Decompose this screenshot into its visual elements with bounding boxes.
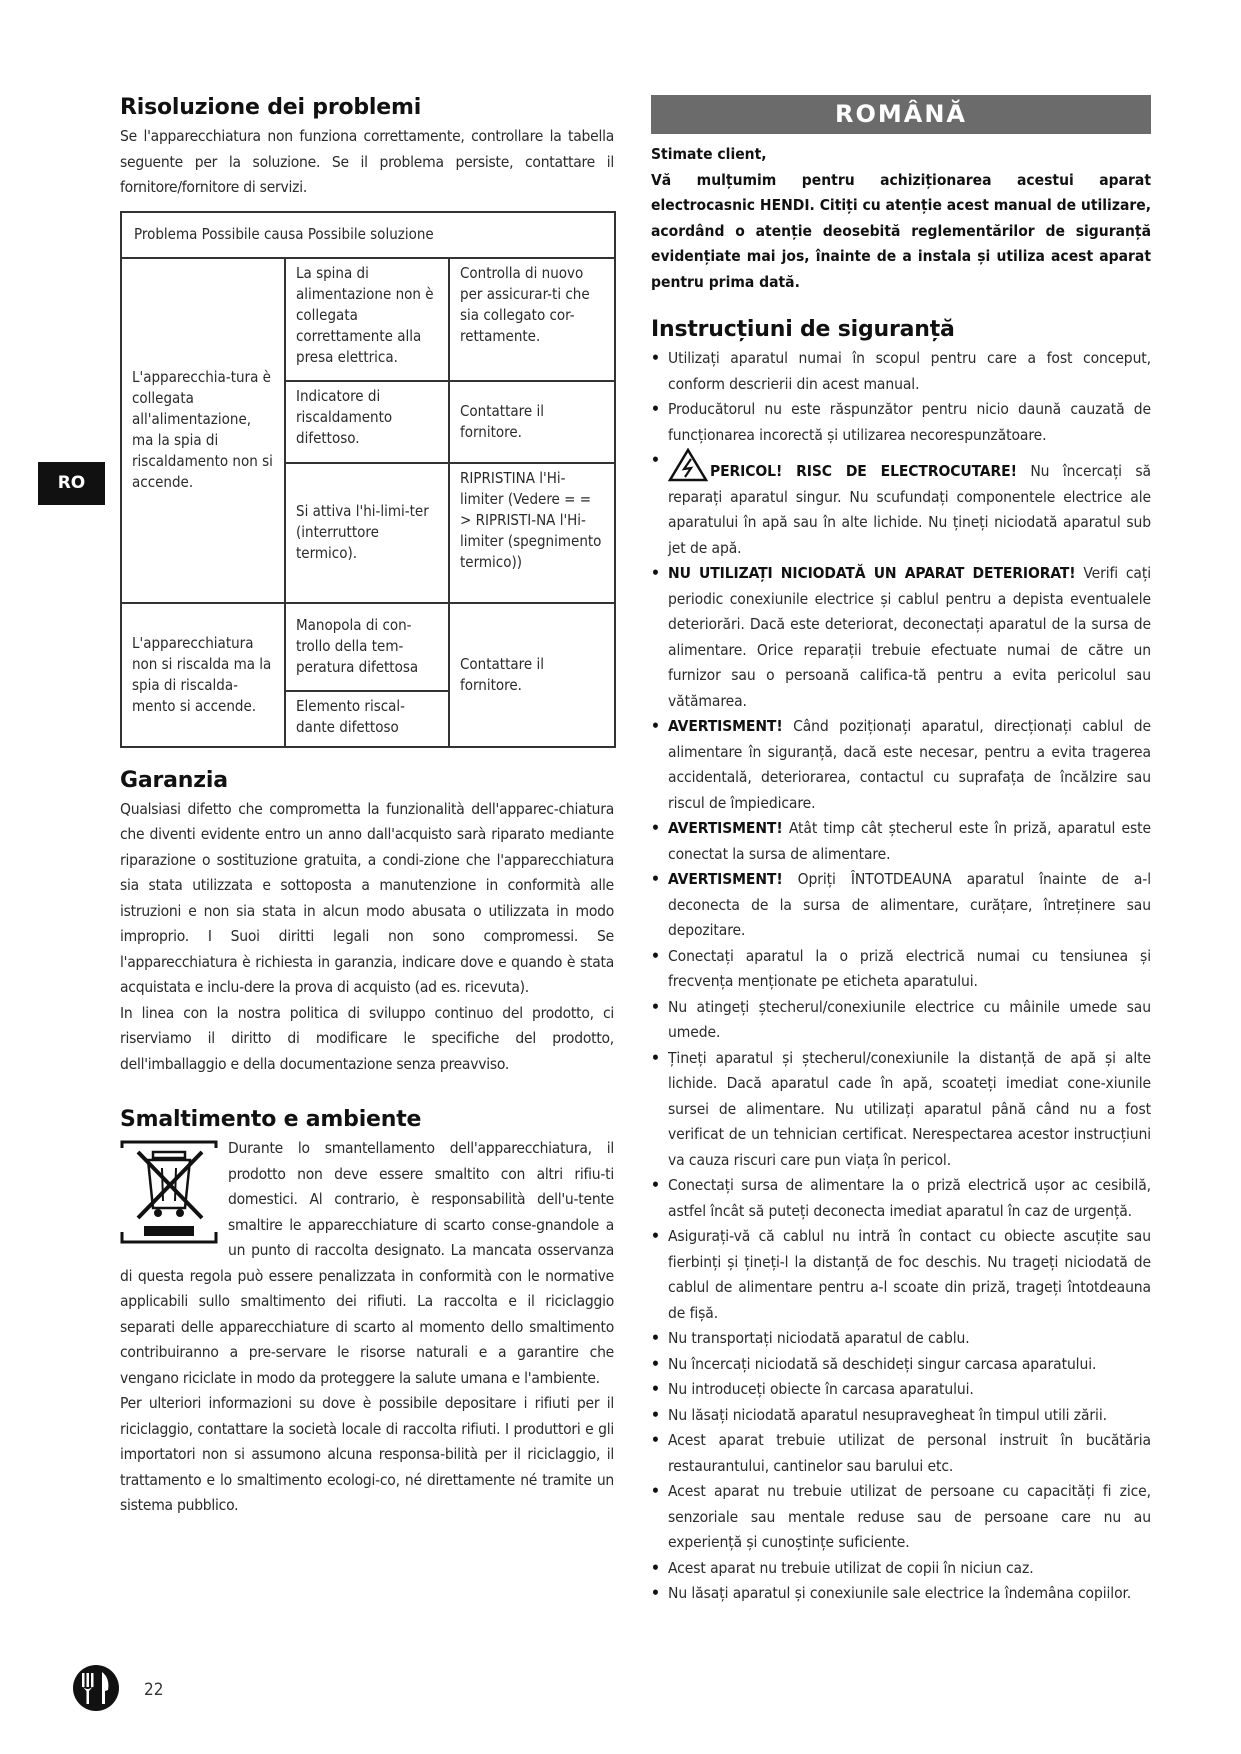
electric-warning-icon: [668, 448, 708, 482]
item-bold: AVERTISMENT!: [668, 870, 783, 888]
solution-cell: Controlla di nuovo per assicurar-ti che sia collegato cor-rettamente.: [449, 258, 615, 381]
language-header: ROMÂNĂ: [651, 95, 1151, 134]
crossed-out-bin-icon: [120, 1138, 218, 1250]
item-text: Nu lăsați aparatul și conexiunile sale electrice la îndemâna copiilor.: [668, 1584, 1132, 1602]
intro-text: Vă mulțumim pentru achiziționarea acestui aparat electrocasnic HENDI. Citiți cu atenție acest manual de utilizare, acordând o atenție deosebită reglementărilor de siguranță evidențiate mai jos, înainte de a instala și utiliza acest aparat pentru prima dată.: [651, 170, 1151, 291]
warranty-text: Qualsiasi difetto che comprometta la funzionalità dell'apparec-chiatura che diventi evidente entro un anno dall'acquisto sarà riparato mediante riparazione o sostituzione gratuita, a condi-zione che l'apparecchiatura sia stata utilizzata e sottoposta a manutenzione in conformità alle istruzioni e non sia stata in alcun modo abusata o utilizzata in modo improprio. I Suoi diritti legali non sono compromessi. Se l'apparecchiatura è richiesta in garanzia, indicare dove e quando è stata acquistata e inclu-dere la prova di acquisto (ad es. ricevuta).: [120, 799, 614, 996]
item-text: Conectați sursa de alimentare la o priză electrică ușor ac cesibilă, astfel încât să puteți deconecta imediat aparatul în caz de urgență.: [668, 1176, 1151, 1220]
solution-cell: Contattare il fornitore.: [449, 603, 615, 747]
item-text: Nu atingeți ștecherul/conexiunile electrice cu mâinile umede sau umede.: [668, 997, 1151, 1041]
item-text: Opriți ÎNTOTDEAUNA aparatul înainte de a-l deconecta de la sursa de alimentare, curățare, întreținere sau depozitare.: [668, 870, 1151, 939]
item-text: Asigurați-vă că cablul nu intră în contact cu obiecte ascuțite sau fierbinți și țineți-l la distanță de foc deschis. Nu trageți niciodată de cablul de alimentare pentru a-l scoate din priză, trageți întotdeauna de fișă.: [668, 1227, 1151, 1322]
list-item: [651, 1428, 1151, 1479]
list-item: [651, 1224, 1151, 1326]
list-item: [651, 1479, 1151, 1556]
safety-list: [651, 346, 1151, 1607]
item-text: Utilizați aparatul numai în scopul pentru care a fost conceput, conform descrierii din acest manual.: [668, 349, 1151, 393]
list-item: [651, 714, 1151, 816]
language-side-tab: RO: [38, 462, 105, 505]
cause-cell: Manopola di con-trollo della tem-peratura difettosa: [285, 603, 449, 691]
item-text: Verifi cați periodic conexiunile electrice și cablul pentru a depista eventualele deteriorări. Dacă este deteriorat, deconectați aparatul de la sursa de alimentare. Orice reparații trebuie efectuate numai de către un furnizor sau o persoană califica-tă pentru a evita pericolul sau vătămarea.: [668, 564, 1151, 710]
list-item: [651, 1403, 1151, 1429]
item-text: Când poziționați aparatul, direcționați cablul de alimentare în siguranță, dacă este necesar, pentru a evita tragerea accidentală, deteriorarea, contactul cu suprafața de încălzire sau riscul de împiedicare.: [668, 717, 1151, 812]
list-item: [651, 561, 1151, 714]
list-item: [651, 1352, 1151, 1378]
warranty-title: Garanzia: [120, 767, 228, 793]
troubleshooting-table: [120, 211, 616, 748]
item-bold: AVERTISMENT!: [668, 717, 783, 735]
item-text: Acest aparat trebuie utilizat de personal instruit în bucătăria restaurantului, cantinelor sau barului etc.: [668, 1431, 1151, 1475]
troubleshooting-intro: Se l'apparecchiatura non funziona correttamente, controllare la tabella seguente per la soluzione. Se il problema persiste, contattare il fornitore/fornitore di servizi.: [120, 127, 614, 196]
cutlery-logo-icon: [72, 1664, 120, 1712]
list-item: [651, 1581, 1151, 1607]
list-item: [651, 944, 1151, 995]
list-item: [651, 448, 1151, 561]
disposal-text-2: Per ulteriori informazioni su dove è possibile depositare i rifiuti per il riciclaggio, contattare la società locale di raccolta rifiuti. I produttori e gli importatori non si assumono alcuna responsa-bilità per il riciclaggio, il trattamento e lo smaltimento ecologi-co, né direttamente né tramite un sistema pubblico.: [120, 1394, 614, 1514]
item-bold: NU UTILIZAȚI NICIODATĂ UN APARAT DETERIORAT!: [668, 564, 1076, 582]
item-text: Acest aparat nu trebuie utilizat de copii în niciun caz.: [668, 1558, 1034, 1577]
list-item: [651, 1377, 1151, 1403]
item-text: Țineți aparatul și ștecherul/conexiunile la distanță de apă și alte lichide. Dacă aparatul cade în apă, scoateți imediat cone-xiunile sursei de alimentare. Nu utilizați aparatul până când nu a fost verificat de un tehnician certificat. Nerespectarea acestor instrucțiuni va cauza riscuri care pun viața în pericol.: [668, 1048, 1151, 1169]
item-text: Nu încercați să reparați aparatul singur. Nu scufundați componentele electrice ale aparatului în apă sau în alte lichide. Nu țineți niciodată aparatul sub jet de apă.: [668, 462, 1151, 557]
disposal-text: Durante lo smantellamento dell'apparecchiatura, il prodotto non deve essere smaltito con altri rifiu-ti domestici. Al contrario, è responsabilità dell'u-tente smaltire le apparecchiature di scarto conse-gnandole a un punto di raccolta designato. La mancata osservanza di questa regola può essere penalizzata in conformità con le normative applicabili sullo smaltimento dei rifiuti. La raccolta e il riciclaggio separati delle apparecchiature di scarto al momento dello smaltimento contribuiranno a pre-servare le risorse naturali e a garantire che vengano riciclate in modo da proteggere la salute umana e l'ambiente.: [120, 1139, 614, 1387]
list-item: [651, 867, 1151, 944]
list-item: [651, 816, 1151, 867]
item-text: Nu introduceți obiecte în carcasa aparatului.: [668, 1380, 974, 1398]
list-item: [651, 1173, 1151, 1224]
list-item: [651, 1326, 1151, 1352]
list-item: [651, 397, 1151, 448]
left-column: [120, 95, 614, 1519]
cause-cell: La spina di alimentazione non è collegata correttamente alla presa elettrica.: [285, 258, 449, 381]
cause-cell: Indicatore di riscaldamento difettoso.: [285, 381, 449, 463]
item-text: Conectați aparatul la o priză electrică numai cu tensiunea și frecvența menționate pe eticheta aparatului.: [668, 946, 1151, 990]
item-text: Atât timp cât ștecherul este în priză, aparatul este conectat la sursa de alimentare.: [668, 819, 1151, 863]
page-number: 22: [144, 1680, 164, 1700]
troubleshooting-title: Risoluzione dei problemi: [120, 95, 422, 120]
disposal-section: [120, 1136, 614, 1391]
warranty-text-2: In linea con la nostra politica di sviluppo continuo del prodotto, ci riserviamo il diritto di modificare le specifiche del prodotto, dell'imballaggio e della documentazione senza preavviso.: [120, 1003, 614, 1073]
item-bold: PERICOL! RISC DE ELECTROCUTARE!: [710, 462, 1017, 480]
list-item: [651, 1046, 1151, 1174]
cause-cell: Elemento riscal-dante difettoso: [285, 691, 449, 747]
greeting: Stimate client,: [651, 145, 767, 163]
item-text: Nu lăsați niciodată aparatul nesupravegheat în timpul utili zării.: [668, 1405, 1107, 1424]
item-text: Acest aparat nu trebuie utilizat de persoane cu capacități fi zice, senzoriale sau mentale reduse sau de persoane care nu au experiență și cunoștințe suficiente.: [668, 1482, 1151, 1551]
disposal-title: Smaltimento e ambiente: [120, 1107, 422, 1132]
item-bold: AVERTISMENT!: [668, 819, 783, 837]
item-text: Nu transportați niciodată aparatul de cablu.: [668, 1329, 970, 1347]
item-text: Nu încercați niciodată să deschideți singur carcasa aparatului.: [668, 1354, 1097, 1373]
list-item: [651, 995, 1151, 1046]
list-item: [651, 346, 1151, 397]
list-item: [651, 1556, 1151, 1582]
problem-cell: L'apparecchiatura non si riscalda ma la spia di riscalda-mento si accende.: [121, 603, 285, 747]
table-header: Problema Possibile causa Possibile soluzione: [121, 212, 615, 258]
safety-title: Instrucțiuni de siguranță: [651, 317, 955, 342]
right-column: [651, 95, 1151, 1607]
solution-cell: Contattare il fornitore.: [449, 381, 615, 463]
cause-cell: Si attiva l'hi-limi-ter (interruttore termico).: [285, 463, 449, 603]
problem-cell: L'apparecchia-tura è collegata all'alimentazione, ma la spia di riscaldamento non si accende.: [121, 258, 285, 603]
solution-cell: RIPRISTINA l'Hi-limiter (Vedere = = > RIPRISTI-NA l'Hi-limiter (spegnimento termico)): [449, 463, 615, 603]
item-text: Producătorul nu este răspunzător pentru nicio daună cauzată de funcționarea incorectă și utilizarea necorespunzătoare.: [668, 400, 1151, 444]
